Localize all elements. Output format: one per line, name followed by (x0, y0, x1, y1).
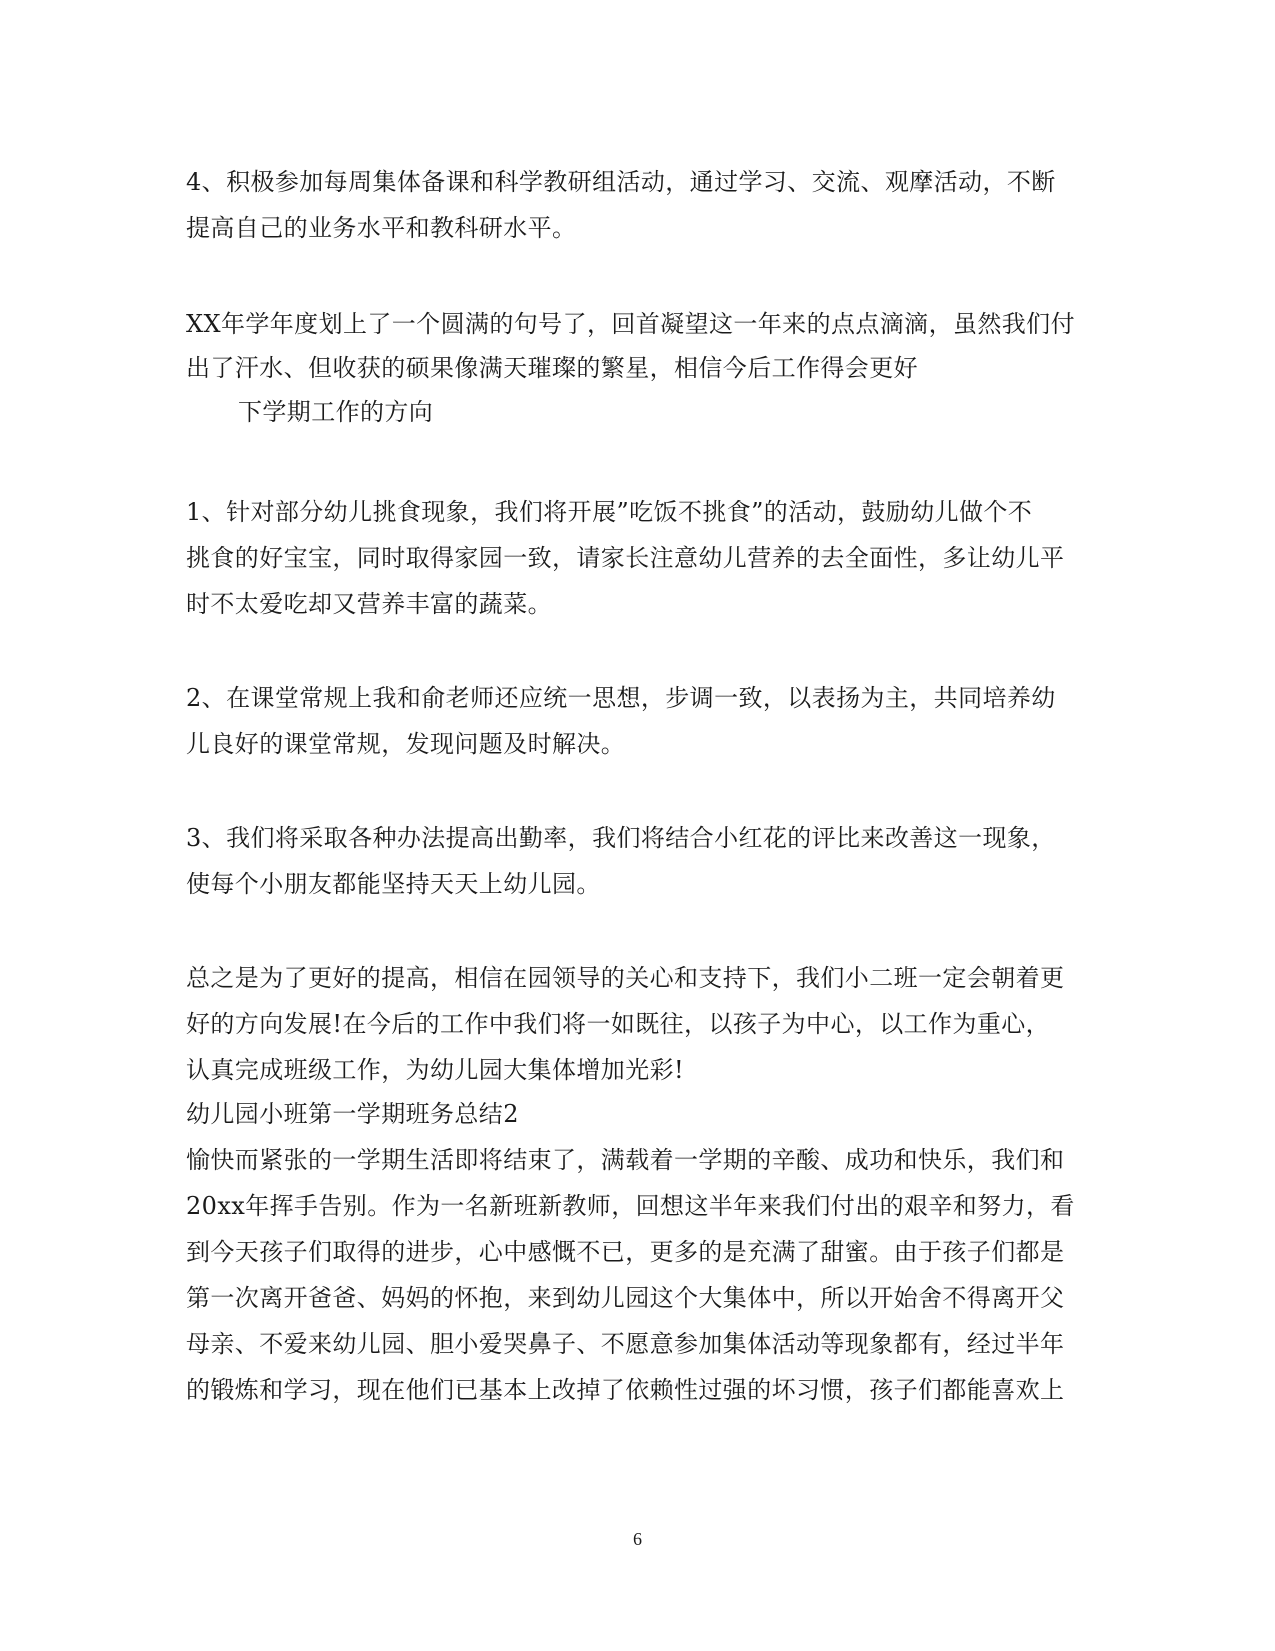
text-line: 1、针对部分幼儿挑食现象，我们将开展”吃饭不挑食”的活动，鼓励幼儿做个不 (186, 498, 1033, 526)
text-line: 到今天孩子们取得的进步，心中感慨不已，更多的是充满了甜蜜。由于孩子们都是 (186, 1238, 1065, 1266)
text-line: 时不太爱吃却又营养丰富的蔬菜。 (186, 590, 552, 618)
text-line: 2、在课堂常规上我和俞老师还应统一思想，步调一致，以表扬为主，共同培养幼 (186, 684, 1056, 712)
text-line: 挑食的好宝宝，同时取得家园一致，请家长注意幼儿营养的去全面性，多让幼儿平 (186, 544, 1065, 572)
text-line: XX年学年度划上了一个圆满的句号了，回首凝望这一年来的点点滴滴，虽然我们付 (186, 310, 1075, 338)
text-line: 出了汗水、但收获的硕果像满天璀璨的繁星，相信今后工作得会更好 (186, 354, 918, 382)
text-line: 第一次离开爸爸、妈妈的怀抱，来到幼儿园这个大集体中，所以开始舍不得离开父 (186, 1284, 1065, 1312)
text-line: 20xx年挥手告别。作为一名新班新教师，回想这半年来我们付出的艰辛和努力，看 (186, 1192, 1075, 1220)
text-line: 儿良好的课堂常规，发现问题及时解决。 (186, 730, 626, 758)
text-line: 使每个小朋友都能坚持天天上幼儿园。 (186, 870, 601, 898)
text-line: 愉快而紧张的一学期生活即将结束了，满载着一学期的辛酸、成功和快乐，我们和 (186, 1146, 1065, 1174)
text-line: 提高自己的业务水平和教科研水平。 (186, 214, 577, 242)
text-line: 3、我们将采取各种办法提高出勤率，我们将结合小红花的评比来改善这一现象， (186, 824, 1056, 852)
text-line: 认真完成班级工作，为幼儿园大集体增加光彩! (186, 1056, 685, 1084)
text-line: 的锻炼和学习，现在他们已基本上改掉了依赖性过强的坏习惯，孩子们都能喜欢上 (186, 1376, 1065, 1404)
text-line: 好的方向发展!在今后的工作中我们将一如既往，以孩子为中心，以工作为重心， (186, 1010, 1051, 1038)
document-title: 幼儿园小班第一学期班务总结2 (186, 1100, 519, 1128)
section-heading: 下学期工作的方向 (238, 398, 434, 426)
text-line: 4、积极参加每周集体备课和科学教研组活动，通过学习、交流、观摩活动，不断 (186, 168, 1056, 196)
page-number: 6 (633, 1529, 642, 1549)
text-line: 总之是为了更好的提高，相信在园领导的关心和支持下，我们小二班一定会朝着更 (186, 964, 1065, 992)
text-line: 母亲、不爱来幼儿园、胆小爱哭鼻子、不愿意参加集体活动等现象都有，经过半年 (186, 1330, 1065, 1358)
